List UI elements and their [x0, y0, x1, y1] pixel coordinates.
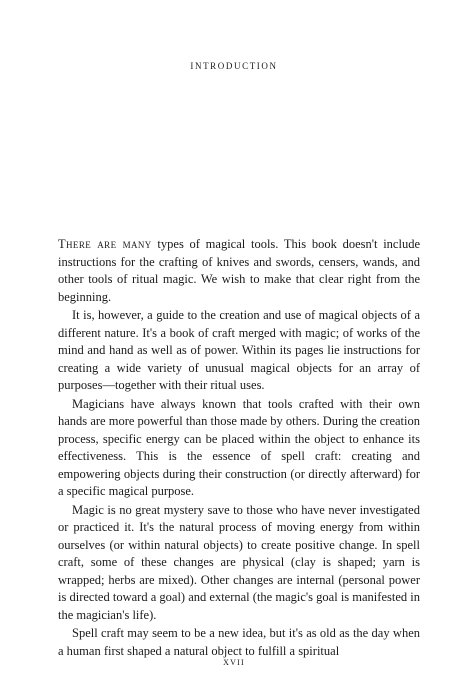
chapter-title: introduction [190, 58, 278, 72]
paragraph-1-text: types of magical tools. This book doesn't include instructions for the crafting of knives and swords, censers, wands, and other tools of ritual magic. We wish to make that clear right from the beginning. [58, 237, 421, 304]
body-text [58, 236, 420, 661]
paragraph-3: Magicians have always known that tools crafted with their own hands are more powerful than those made by others. During the creation process, specific energy can be placed within the object to enhance its effectiveness. This is the essence of spell craft: creating and empowering objects during their construction (or directly afterward) for a specific magical purpose. [58, 396, 420, 498]
paragraph-1 [58, 236, 420, 306]
page-number: XVII [223, 658, 245, 667]
paragraph-5: Spell craft may seem to be a new idea, but it's as old as the day when a human first shaped a natural object to fulfill a spiritual [58, 626, 420, 658]
paragraph-lead-in: There are many [58, 237, 152, 251]
paragraph-2: It is, however, a guide to the creation and use of magical objects of a different nature. It's a book of craft merged with magic; of works of the mind and hand as well as of power. Within its pages lie instructions for creating a wide variety of unusual magical objects for an array of purposes—together with their ritual uses. [58, 308, 420, 392]
paragraph-4: Magic is no great mystery save to those who have never investigated or practiced it. It's the natural process of moving energy from within ourselves (or within natural objects) to create positive change. In spell craft, some of these changes are physical (clay is shaped; yarn is wrapped; herbs are mixed). Other changes are internal (personal power is directed toward a goal) and external (the magic's goal is manifested in the magician's life). [58, 502, 420, 622]
